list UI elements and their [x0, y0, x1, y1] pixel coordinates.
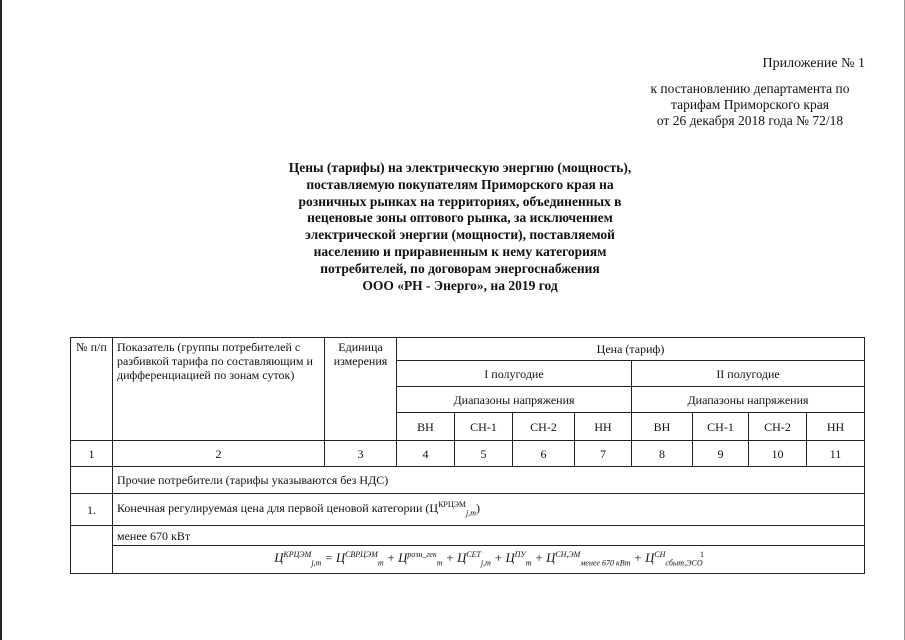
- formula-plus: +: [630, 551, 646, 566]
- formula-sup: СН: [654, 550, 666, 559]
- formula-sub: сбыт,ЭСО: [665, 558, 703, 568]
- item1-sup: КРЦЭМ: [438, 500, 467, 510]
- decree-reference: [635, 81, 865, 129]
- empty-cell: [71, 526, 113, 574]
- level-vn: ВН: [397, 413, 455, 441]
- formula-symbol: Ц: [398, 551, 408, 566]
- column-number: 7: [575, 441, 632, 467]
- formula-eq: =: [321, 551, 336, 566]
- decree-line: тарифам Приморского края: [671, 97, 829, 112]
- column-number: 2: [113, 441, 325, 467]
- decree-line: от 26 декабря 2018 года № 72/18: [656, 113, 844, 128]
- level-sn2: СН-2: [513, 413, 575, 441]
- level-nn: НН: [575, 413, 632, 441]
- formula-plus: +: [383, 551, 399, 566]
- header-half1: I полугодие: [397, 361, 632, 387]
- formula-plus: +: [490, 551, 506, 566]
- title-line: ООО «РН - Энерго», на 2019 год: [362, 277, 558, 293]
- formula-symbol: Ц: [645, 551, 655, 566]
- price-formula: [113, 546, 865, 574]
- item1-close: ): [476, 501, 481, 516]
- formula-footnote: 1: [700, 550, 704, 559]
- level-sn1: СН-1: [455, 413, 513, 441]
- formula-symbol: Ц: [546, 551, 556, 566]
- header-price: Цена (тариф): [397, 338, 865, 361]
- formula-sub: m: [436, 558, 443, 568]
- column-number: 11: [807, 441, 865, 467]
- formula-sub: m: [525, 558, 532, 568]
- column-number: 10: [749, 441, 807, 467]
- level-nn: НН: [807, 413, 865, 441]
- header-voltage-half2: Диапазоны напряжения: [632, 387, 865, 413]
- item1-text: Конечная регулируемая цена для первой ценовой категории (Ц: [117, 501, 439, 516]
- level-sn2: СН-2: [749, 413, 807, 441]
- column-number: 5: [455, 441, 513, 467]
- title-line: населению и приравненным к нему категориям: [313, 243, 607, 259]
- item1-sub: j,m: [466, 508, 477, 518]
- header-num: № п/п: [71, 338, 113, 441]
- formula-sup: ПУ: [514, 550, 526, 559]
- formula-sub: j,m: [311, 558, 322, 568]
- formula-plus: +: [531, 551, 547, 566]
- formula-sup: СВРЦЭМ: [345, 550, 378, 559]
- formula-sup: СЕТ: [466, 550, 481, 559]
- title-line: неценовые зоны оптового рынка, за исключением: [307, 210, 613, 226]
- header-unit: Единица измерения: [325, 338, 397, 441]
- level-sn1: СН-1: [693, 413, 749, 441]
- formula-symbol: Ц: [336, 551, 346, 566]
- column-number: 3: [325, 441, 397, 467]
- row-item-number: 1.: [71, 494, 113, 526]
- formula-sup: КРЦЭМ: [283, 550, 312, 559]
- title-line: Цены (тарифы) на электрическую энергию (мощность),: [288, 160, 632, 175]
- column-number: 8: [632, 441, 693, 467]
- level-vn: ВН: [632, 413, 693, 441]
- column-number: 6: [513, 441, 575, 467]
- appendix-header: [763, 55, 866, 81]
- formula-symbol: Ц: [457, 551, 467, 566]
- appendix-number: Приложение № 1: [762, 56, 865, 71]
- title-line: поставляемую покупателям Приморского края на: [306, 176, 614, 192]
- title-line: электрической энергии (мощности), поставляемой: [305, 227, 615, 243]
- row-less-670kw: менее 670 кВт: [113, 526, 865, 546]
- formula-sub: менее 670 кВт: [580, 558, 631, 568]
- column-number: 9: [693, 441, 749, 467]
- page-left-edge: [0, 0, 2, 640]
- column-number: 1: [71, 441, 113, 467]
- document-title: [245, 160, 675, 294]
- formula-sub: m: [377, 558, 384, 568]
- formula-symbol: Ц: [274, 551, 284, 566]
- header-voltage-half1: Диапазоны напряжения: [397, 387, 632, 413]
- formula-sup: СН,ЭМ: [555, 550, 581, 559]
- header-indicator: Показатель (группы потребителей с разбивкой тарифа по составляющим и дифференциацией по зонам суток): [113, 338, 325, 441]
- empty-cell: [71, 467, 113, 494]
- tariff-table: [70, 337, 865, 574]
- title-line: потребителей, по договорам энергоснабжения: [320, 260, 600, 276]
- formula-sup: розн_гек: [407, 550, 437, 559]
- row-other-consumers: Прочие потребители (тарифы указываются без НДС): [113, 467, 865, 494]
- column-number: 4: [397, 441, 455, 467]
- formula-plus: +: [442, 551, 458, 566]
- row-item1-description: [113, 494, 865, 526]
- decree-line: к постановлению департамента по: [650, 81, 850, 96]
- formula-symbol: Ц: [505, 551, 515, 566]
- formula-sub: j,m: [480, 558, 491, 568]
- header-half2: II полугодие: [632, 361, 865, 387]
- title-line: розничных рынках на территориях, объединенных в: [298, 193, 622, 209]
